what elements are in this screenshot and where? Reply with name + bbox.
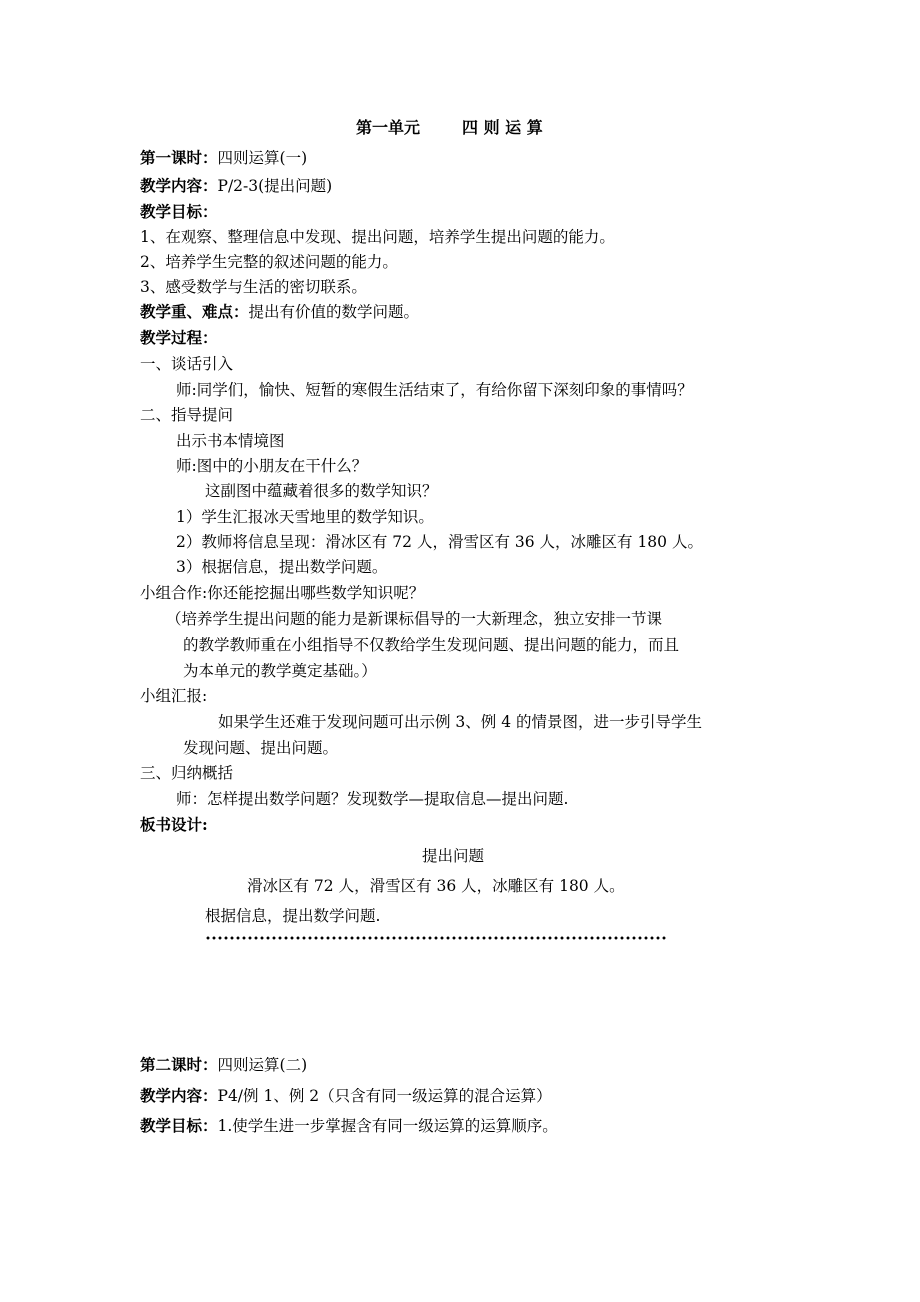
report-line: 如果学生还难于发现问题可出示例 3、例 4 的情景图，进一步引导学生	[218, 713, 703, 731]
goal-item: 1、在观察、整理信息中发现、提出问题，培养学生提出问题的能力。	[140, 228, 615, 246]
section-1-teacher: 师:同学们，愉快、短暂的寒假生活结束了，有给你留下深刻印象的事情吗？	[176, 381, 693, 399]
board-line: 根据信息，提出数学问题.	[205, 907, 381, 925]
board-info: 滑冰区有 72 人，滑雪区有 36 人，冰雕区有 180 人。	[247, 877, 625, 895]
keypoints-label: 教学重、难点：	[140, 302, 249, 321]
lesson1-keypoints	[140, 302, 419, 322]
period-label: 第二课时：	[140, 1055, 218, 1074]
lesson2-goals	[140, 1116, 558, 1136]
note-line: 的教学教师重在小组指导不仅教给学生发现问题、提出问题的能力，而且	[183, 636, 680, 654]
goal-item: 2、培养学生完整的叙述问题的能力。	[140, 253, 398, 271]
board-title: 提出问题	[422, 847, 485, 865]
section-2-title: 二、指导提问	[140, 406, 234, 424]
period-value: 四则运算(二)	[217, 1056, 308, 1074]
lesson1-period	[140, 148, 307, 168]
unit-name: 四 则 运 算	[462, 118, 543, 137]
lesson2-period	[140, 1055, 307, 1075]
dotted-leader	[205, 934, 667, 942]
section-2-step: 2）教师将信息呈现：滑冰区有 72 人，滑雪区有 36 人，冰雕区有 180 人。	[176, 533, 703, 551]
process-label: 教学过程：	[140, 328, 218, 347]
group-cooperation: 小组合作:你还能挖掘出哪些数学知识呢？	[140, 584, 425, 602]
section-2-question: 师:图中的小朋友在干什么？	[176, 457, 368, 475]
note-line: 为本单元的教学奠定基础。）	[183, 662, 377, 680]
lesson1-content	[140, 176, 332, 196]
period-value: 四则运算(一)	[217, 149, 308, 167]
content-value: P4/例 1、例 2（只含有同一级运算的混合运算）	[217, 1087, 552, 1105]
section-1-title: 一、谈话引入	[140, 355, 234, 373]
keypoints-value: 提出有价值的数学问题。	[248, 303, 420, 321]
section-3-title: 三、归纳概括	[140, 764, 234, 782]
unit-number: 第一单元	[356, 118, 421, 137]
section-2-step: 1）学生汇报冰天雪地里的数学知识。	[176, 508, 434, 526]
content-value: P/2-3(提出问题)	[217, 177, 333, 195]
period-label: 第一课时：	[140, 148, 218, 167]
board-design-label: 板书设计:	[140, 815, 208, 834]
section-2-show: 出示书本情境图	[176, 432, 285, 450]
goal-item: 1.使学生进一步掌握含有同一级运算的运算顺序。	[217, 1117, 558, 1135]
goal-item: 3、感受数学与生活的密切联系。	[140, 278, 367, 296]
section-2-step: 3）根据信息，提出数学问题。	[176, 558, 388, 576]
unit-title	[356, 118, 543, 138]
report-line: 发现问题、提出问题。	[183, 739, 339, 757]
lesson2-content	[140, 1086, 552, 1106]
section-2-question: 这副图中蕴藏着很多的数学知识？	[205, 482, 438, 500]
note-line: （培养学生提出问题的能力是新课标倡导的一大新理念，独立安排一节课	[166, 610, 663, 628]
group-report: 小组汇报:	[140, 687, 208, 705]
content-label: 教学内容：	[140, 176, 218, 195]
lesson1-goals-label: 教学目标：	[140, 202, 218, 221]
content-label: 教学内容：	[140, 1086, 218, 1105]
section-3-teacher: 师：怎样提出数学问题？发现数学—提取信息—提出问题.	[176, 790, 569, 808]
goals-label: 教学目标：	[140, 1116, 218, 1135]
